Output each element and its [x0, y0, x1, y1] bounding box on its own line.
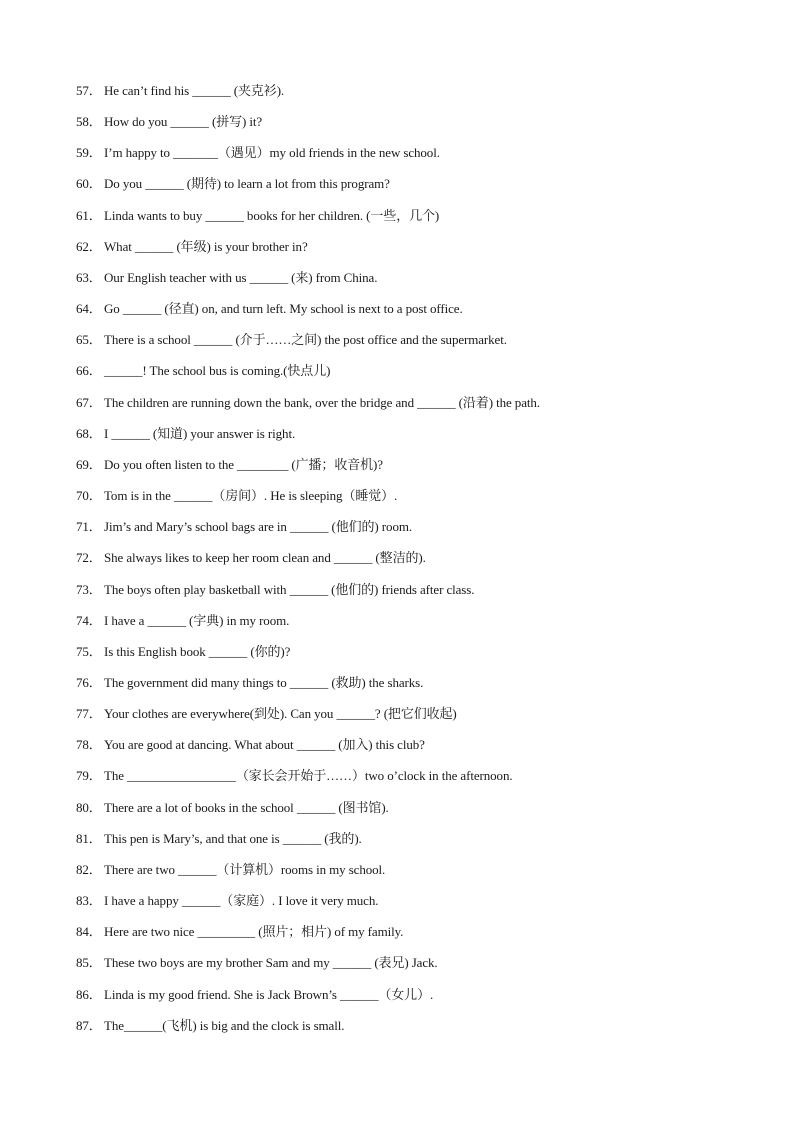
item-text: Is this English book ______ (你的)? [104, 643, 291, 659]
item-text: Jim’s and Mary’s school bags are in ______ (他们的) room. [104, 519, 413, 535]
exercise-item [76, 236, 756, 267]
item-text: He can’t find his ______ (夹克衫). [104, 83, 285, 98]
item-text: This pen is Mary’s, and that one is ______ (我的). [104, 830, 362, 846]
item-number: 86． [76, 986, 102, 1002]
exercise-item [76, 111, 756, 142]
item-number: 77． [76, 706, 102, 722]
exercise-item [76, 672, 756, 703]
item-text: She always likes to keep her room clean and ______ (整洁的). [104, 550, 426, 566]
exercise-item [76, 205, 756, 236]
item-number: 76． [76, 674, 102, 690]
item-text: What ______ (年级) is your brother in? [104, 238, 308, 254]
item-text: How do you ______ (拼写) it? [104, 114, 263, 130]
item-text: Go ______ (径直) on, and turn left. My school is next to a post office. [104, 301, 463, 317]
item-number: 68． [76, 425, 102, 441]
item-text: Here are two nice _________ (照片；相片) of my family. [104, 924, 404, 940]
exercise-item [76, 142, 756, 173]
exercise-item [76, 80, 756, 111]
exercise-item [76, 516, 756, 547]
item-text: Your clothes are everywhere(到处). Can you ______? (把它们收起) [104, 706, 457, 722]
item-number: 67． [76, 394, 102, 410]
exercise-item [76, 579, 756, 610]
item-number: 58． [76, 114, 102, 130]
item-number: 79． [76, 768, 102, 784]
item-number: 65． [76, 332, 102, 348]
item-text: You are good at dancing. What about ______ (加入) this club? [104, 737, 425, 753]
item-number: 80． [76, 799, 102, 815]
exercise-item [76, 329, 756, 360]
item-number: 63． [76, 269, 102, 285]
exercise-item [76, 392, 756, 423]
item-number: 69． [76, 456, 102, 472]
item-text: Linda is my good friend. She is Jack Brown’s ______（女儿）. [104, 986, 434, 1002]
item-number: 75． [76, 643, 102, 659]
item-number: 59． [76, 145, 102, 161]
item-number: 66． [76, 363, 102, 379]
exercise-list [76, 80, 756, 1046]
item-number: 57． [76, 83, 102, 98]
exercise-item [76, 797, 756, 828]
item-text: I have a ______ (字典) in my room. [104, 612, 290, 628]
item-text: I’m happy to _______（遇见）my old friends in the new school. [104, 145, 440, 161]
item-text: I have a happy ______（家庭）. I love it very much. [104, 893, 379, 909]
exercise-item [76, 828, 756, 859]
exercise-item [76, 485, 756, 516]
item-text: ______! The school bus is coming.(快点儿) [104, 363, 331, 379]
item-number: 64． [76, 301, 102, 317]
exercise-item [76, 454, 756, 485]
item-text: Tom is in the ______（房间）. He is sleeping（睡觉）. [104, 488, 398, 504]
item-number: 83． [76, 893, 102, 909]
item-number: 74． [76, 612, 102, 628]
exercise-item [76, 984, 756, 1015]
item-text: There is a school ______ (介于……之间) the post office and the supermarket. [104, 332, 507, 348]
exercise-item [76, 921, 756, 952]
item-text: These two boys are my brother Sam and my ______ (表兄) Jack. [104, 955, 438, 971]
item-number: 87． [76, 1017, 102, 1033]
exercise-item [76, 952, 756, 983]
item-number: 84． [76, 924, 102, 940]
item-number: 70． [76, 488, 102, 504]
item-text: There are a lot of books in the school ______ (图书馆). [104, 799, 389, 815]
exercise-item [76, 890, 756, 921]
item-text: The boys often play basketball with ______ (他们的) friends after class. [104, 581, 475, 597]
exercise-item [76, 859, 756, 890]
exercise-item [76, 610, 756, 641]
item-number: 78． [76, 737, 102, 753]
item-text: Do you ______ (期待) to learn a lot from this program? [104, 176, 390, 192]
exercise-item [76, 1015, 756, 1046]
item-number: 72． [76, 550, 102, 566]
item-number: 71． [76, 519, 102, 535]
item-number: 85． [76, 955, 102, 971]
exercise-item [76, 298, 756, 329]
item-number: 81． [76, 830, 102, 846]
item-number: 60． [76, 176, 102, 192]
item-number: 62． [76, 238, 102, 254]
exercise-item [76, 173, 756, 204]
item-text: The _________________（家长会开始于……）two o’clock in the afternoon. [104, 768, 513, 784]
item-number: 73． [76, 581, 102, 597]
exercise-item [76, 360, 756, 391]
exercise-item [76, 703, 756, 734]
exercise-item [76, 423, 756, 454]
item-text: The government did many things to ______ (救助) the sharks. [104, 674, 424, 690]
exercise-item [76, 734, 756, 765]
exercise-item [76, 267, 756, 298]
item-number: 82． [76, 861, 102, 877]
exercise-item [76, 641, 756, 672]
item-text: The______(飞机) is big and the clock is small. [104, 1017, 345, 1033]
item-text: I ______ (知道) your answer is right. [104, 425, 296, 441]
item-text: The children are running down the bank, over the bridge and ______ (沿着) the path. [104, 394, 540, 410]
item-text: Linda wants to buy ______ books for her children. (一些，几个) [104, 207, 440, 223]
exercise-item [76, 765, 756, 796]
exercise-item [76, 547, 756, 578]
item-text: Do you often listen to the ________ (广播；收音机)? [104, 456, 383, 472]
item-text: Our English teacher with us ______ (来) from China. [104, 269, 378, 285]
item-text: There are two ______（计算机）rooms in my school. [104, 861, 386, 877]
item-number: 61． [76, 207, 102, 223]
